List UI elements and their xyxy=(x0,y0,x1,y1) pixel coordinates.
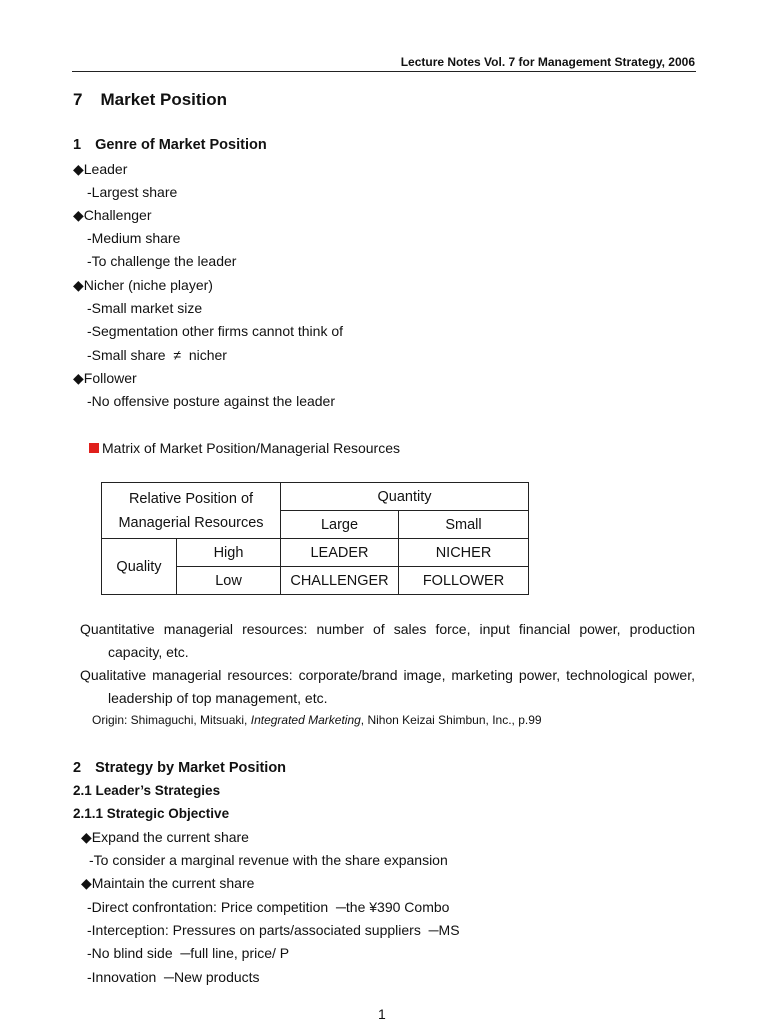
list-item-challenger: ◆Challenger xyxy=(73,207,152,223)
market-position-matrix xyxy=(101,482,529,595)
corner-line-1: Relative Position of xyxy=(128,490,254,507)
matrix-corner-cell xyxy=(102,483,281,539)
cell-nicher: NICHER xyxy=(399,539,529,567)
section-number: 2 xyxy=(73,760,82,776)
section-title: Genre of Market Position xyxy=(95,137,267,153)
cell-challenger: CHALLENGER xyxy=(281,567,399,595)
quantity-header: Quantity xyxy=(281,483,529,511)
subsection-heading: 2.1 Leader’s Strategies xyxy=(73,783,221,798)
high-header: High xyxy=(177,539,281,567)
list-subitem: -No blind side ─full line, price/ P xyxy=(87,945,290,961)
section-title: Strategy by Market Position xyxy=(95,760,287,776)
list-subitem: -Largest share xyxy=(87,184,178,200)
list-subitem: -Direct confrontation: Price competition ─the ¥390 Combo xyxy=(87,899,450,915)
quantitative-note-line-2: capacity, etc. xyxy=(108,644,189,660)
section-heading-1 xyxy=(73,137,267,153)
origin-prefix: Origin: Shimaguchi, Mitsuaki, xyxy=(92,713,251,727)
list-subitem: -Small share ≠ nicher xyxy=(87,347,227,363)
list-subitem: -To challenge the leader xyxy=(87,253,237,269)
cell-leader: LEADER xyxy=(281,539,399,567)
origin-book-title: Integrated Marketing xyxy=(250,713,361,727)
low-header: Low xyxy=(177,567,281,595)
chapter-title-text: Market Position xyxy=(100,90,228,109)
header-rule xyxy=(72,71,696,72)
list-item-nicher: ◆Nicher (niche player) xyxy=(73,277,213,293)
corner-line-2: Managerial Resources xyxy=(118,514,264,531)
qualitative-note-line-1: Qualitative managerial resources: corporate/brand image, marketing power, technological power, xyxy=(80,667,695,683)
page-number: 1 xyxy=(378,1006,386,1022)
cell-follower: FOLLOWER xyxy=(399,567,529,595)
section-heading-2 xyxy=(73,760,286,776)
list-item-follower: ◆Follower xyxy=(73,370,137,386)
list-subitem: -Innovation ─New products xyxy=(87,969,260,985)
quality-header: Quality xyxy=(102,539,177,595)
small-header: Small xyxy=(399,511,529,539)
large-header: Large xyxy=(281,511,399,539)
list-subitem: -Interception: Pressures on parts/associated suppliers ─MS xyxy=(87,922,460,938)
list-subitem: -Small market size xyxy=(87,300,203,316)
list-item-expand-share: ◆Expand the current share xyxy=(81,829,249,845)
chapter-number: 7 xyxy=(73,90,83,109)
list-subitem: -No offensive posture against the leader xyxy=(87,393,336,409)
list-item-leader: ◆Leader xyxy=(73,161,128,177)
list-item-maintain-share: ◆Maintain the current share xyxy=(81,875,255,891)
section-number: 1 xyxy=(73,137,82,153)
origin-suffix: , Nihon Keizai Shimbun, Inc., p.99 xyxy=(360,713,542,727)
qualitative-note-line-2: leadership of top management, etc. xyxy=(108,690,328,706)
running-header: Lecture Notes Vol. 7 for Management Strategy, 2006 xyxy=(400,55,695,69)
chapter-title xyxy=(73,90,227,110)
list-subitem: -To consider a marginal revenue with the share expansion xyxy=(89,852,448,868)
list-subitem: -Segmentation other firms cannot think of xyxy=(87,323,344,339)
list-subitem: -Medium share xyxy=(87,230,181,246)
origin-citation xyxy=(92,713,542,727)
matrix-caption-text: Matrix of Market Position/Managerial Resources xyxy=(102,440,401,456)
subsubsection-heading: 2.1.1 Strategic Objective xyxy=(73,806,230,821)
red-square-icon xyxy=(89,443,99,453)
matrix-caption xyxy=(89,440,400,456)
quantitative-note-line-1: Quantitative managerial resources: number of sales force, input financial power, production xyxy=(80,621,695,637)
